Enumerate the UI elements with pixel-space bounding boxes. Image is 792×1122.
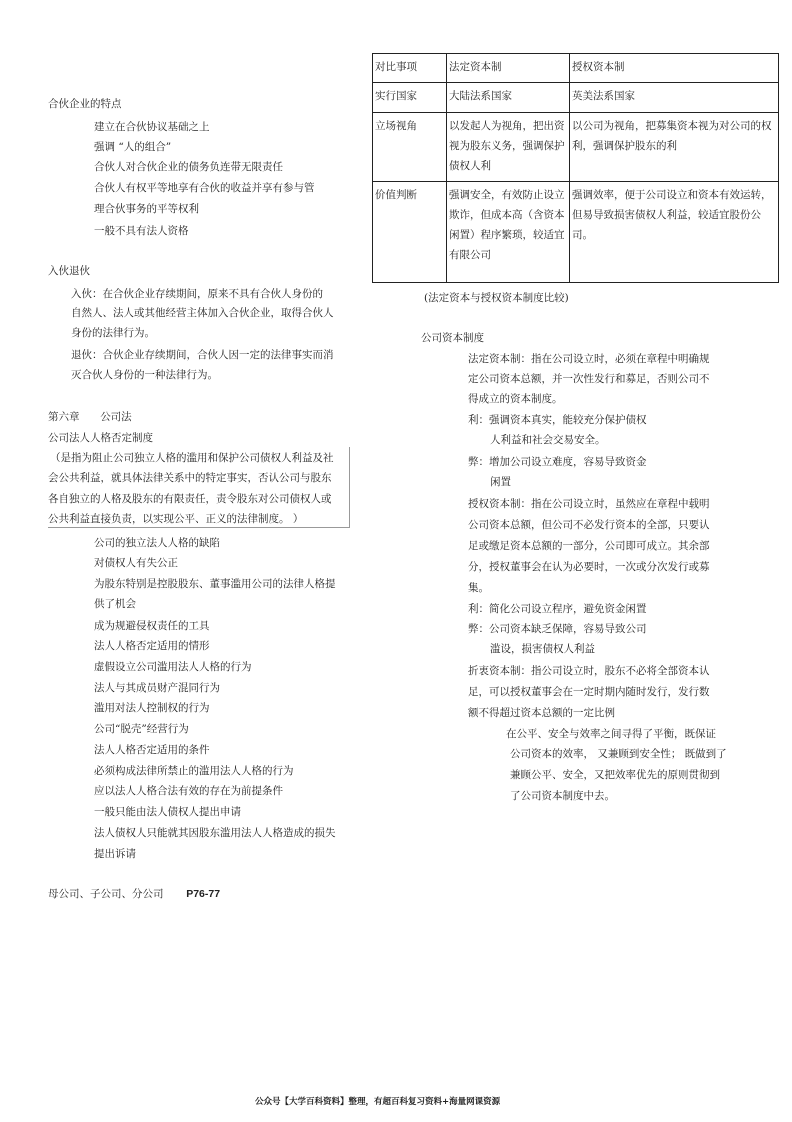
- list-item: 虚假设立公司滥用法人人格的行为: [94, 661, 252, 673]
- text-line: 定公司资本总额，并一次性发行和募足，否则公司不: [468, 373, 710, 385]
- text-line: 法定资本制：指在公司设立时，必须在章程中明确规: [468, 353, 710, 365]
- subsidiaries-label: 母公司、子公司、分公司: [48, 888, 164, 900]
- table-row: [373, 83, 779, 113]
- chapter-heading: [48, 410, 132, 424]
- note-line: （是指为阻止公司独立人格的滥用和保护公司债权人利益及社: [50, 452, 334, 464]
- table-row: [373, 113, 779, 182]
- note-line: 会公共利益，就具体法律关系中的特定事实，否认公司与股东: [48, 472, 332, 484]
- text-line: 滥设，损害债权人利益: [490, 643, 595, 655]
- list-item: 强调 “人的组合”: [94, 141, 172, 153]
- text-line: 授权资本制：指在公司设立时，虽然应在章程中载明: [468, 498, 710, 510]
- chapter-name: 公司法: [100, 411, 132, 423]
- table-cell: 以发起人为视角，把出资视为股东义务，强调保护债权人利: [447, 113, 570, 182]
- text-line: 分，授权董事会在认为必要时，一次或分次发行或募: [468, 561, 710, 573]
- text-line: 额不得超过资本总额的一定比例: [468, 707, 615, 719]
- list-item: 理合伙事务的平等权利: [94, 203, 199, 215]
- text-line: 公司资本总额，但公司不必发行资本的全部，只要认: [468, 519, 710, 531]
- list-item: 应以法人人格合法有效的存在为前提条件: [94, 785, 283, 797]
- section-title-capital-system: 公司资本制度: [421, 332, 484, 344]
- list-item: 法人与其成员财产混同行为: [94, 682, 220, 694]
- text-line: 入伙：在合伙企业存续期间，原来不具有合伙人身份的: [71, 288, 323, 300]
- section-title-partnership: 合伙企业的特点: [48, 98, 122, 110]
- text-line: 兼顾公平、安全，又把效率优先的原则贯彻到: [510, 769, 720, 781]
- text-line: 灭合伙人身份的一种法律行为。: [71, 369, 218, 381]
- text-line: 自然人、法人或其他经营主体加入合伙企业，取得合伙人: [71, 307, 334, 319]
- list-item: 法人人格否定适用的条件: [94, 744, 210, 756]
- page-reference: P76-77: [186, 888, 221, 900]
- list-item: 一般只能由法人债权人提出申请: [94, 806, 241, 818]
- list-item: 建立在合伙协议基础之上: [94, 121, 210, 133]
- list-item: 合伙人有权平等地享有合伙的收益并享有参与管: [94, 182, 315, 194]
- section-title-piercing: 公司法人人格否定制度: [48, 432, 153, 444]
- table-cell: 强调安全，有效防止设立欺诈，但成本高（含资本闲置）程序繁琐，较适宜有限公司: [447, 182, 570, 283]
- list-item: 必须构成法律所禁止的滥用法人人格的行为: [94, 765, 294, 777]
- table-caption: (法定资本与授权资本制度比较): [424, 292, 569, 304]
- table-row: [373, 54, 779, 83]
- list-item: 公司“脱壳”经营行为: [94, 723, 189, 735]
- list-item: 对债权人有失公正: [94, 557, 178, 569]
- table-cell: 对比事项: [373, 54, 447, 83]
- table-cell: 强调效率，便于公司设立和资本有效运转，但易导致损害债权人利益，较适宜股份公司。: [570, 182, 779, 283]
- text-line: 足或缴足资本总额的一部分，公司即可成立。其余部: [468, 540, 710, 552]
- text-line: 闲置: [490, 476, 511, 488]
- text-line: 退伙：合伙企业存续期间，合伙人因一定的法律事实而消: [71, 349, 334, 361]
- text-line: 折衷资本制：指公司设立时，股东不必将全部资本认: [468, 665, 710, 677]
- text-line: 身份的法律行为。: [71, 327, 155, 339]
- table-cell: 立场视角: [373, 113, 447, 182]
- subsidiaries-line: [48, 887, 220, 901]
- text-line: 足，可以授权董事会在一定时期内随时发行，发行数: [468, 686, 710, 698]
- table-cell: 大陆法系国家: [447, 83, 570, 113]
- list-item: 法人人格否定适用的情形: [94, 640, 210, 652]
- list-item: 成为规避侵权责任的工具: [94, 620, 210, 632]
- table-row: [373, 182, 779, 283]
- note-line: 公共利益直接负责，以实现公平、正义的法律制度。 ）: [48, 513, 304, 525]
- list-item: 滥用对法人控制权的行为: [94, 702, 210, 714]
- list-item: 法人债权人只能就其因股东滥用法人人格造成的损失: [94, 827, 336, 839]
- list-item: 公司的独立法人人格的缺陷: [94, 537, 220, 549]
- text-line: 利：强调资本真实，能较充分保护债权: [468, 414, 647, 426]
- text-line: 人利益和社会交易安全。: [490, 434, 606, 446]
- chapter-number: 第六章: [48, 411, 80, 423]
- text-line: 利：简化公司设立程序，避免资金闲置: [468, 603, 647, 615]
- text-line: 得成立的资本制度。: [468, 393, 563, 405]
- table-cell: 英美法系国家: [570, 83, 779, 113]
- table-cell: 价值判断: [373, 182, 447, 283]
- table-cell: 实行国家: [373, 83, 447, 113]
- capital-comparison-table: [372, 53, 779, 283]
- text-line: 弊：增加公司设立难度，容易导致资金: [468, 456, 647, 468]
- note-line: 各自独立的人格及股东的有限责任，责令股东对公司债权人或: [48, 493, 332, 505]
- list-item: 供了机会: [94, 598, 136, 610]
- text-line: 了公司资本制度中去。: [510, 790, 615, 802]
- text-line: 集。: [468, 582, 489, 594]
- list-item: 一般不具有法人资格: [94, 225, 189, 237]
- list-item: 为股东特别是控股股东、董事滥用公司的法律人格提: [94, 578, 336, 590]
- page-footer: 公众号【大学百科资料】整理，有超百科复习资料+海量网课资源: [255, 1097, 501, 1107]
- table-cell: 法定资本制: [447, 54, 570, 83]
- table-cell: 授权资本制: [570, 54, 779, 83]
- section-title-join-exit: 入伙退伙: [48, 265, 90, 277]
- list-item: 合伙人对合伙企业的债务负连带无限责任: [94, 161, 283, 173]
- text-line: 弊：公司资本缺乏保障，容易导致公司: [468, 623, 647, 635]
- text-line: 在公平、安全与效率之间寻得了平衡，既保证: [506, 728, 716, 740]
- table-cell: 以公司为视角，把募集资本视为对公司的权利，强调保护股东的利: [570, 113, 779, 182]
- text-line: 公司资本的效率， 又兼顾到安全性； 既做到了: [510, 748, 727, 760]
- list-item: 提出诉请: [94, 848, 136, 860]
